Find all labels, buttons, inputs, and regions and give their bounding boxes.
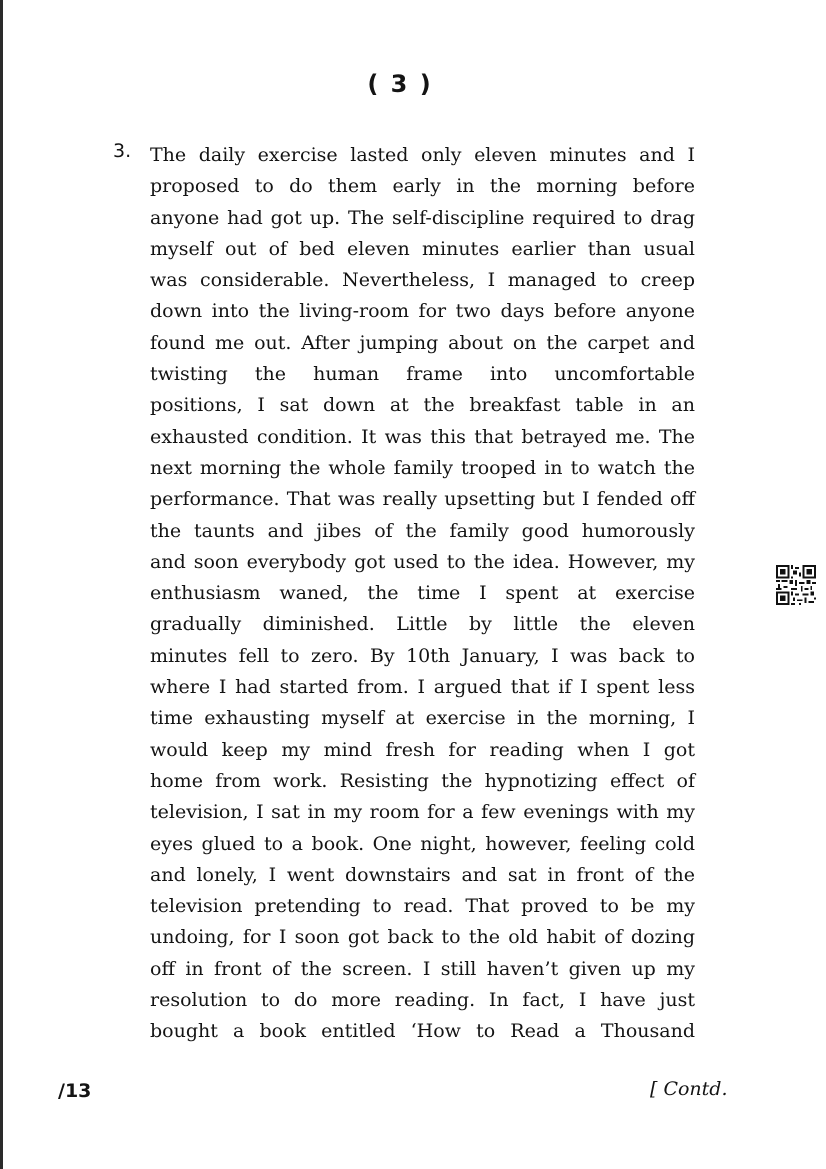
qr-code-icon (776, 565, 816, 605)
passage-line: undoing, for I soon got back to the old habit of dozing (150, 926, 695, 949)
footer-code: /13 (58, 1080, 92, 1102)
passage-line: twisting the human frame into uncomfortable (150, 363, 695, 386)
passage-line: eyes glued to a book. One night, however, feeling cold (150, 832, 695, 855)
passage-line: would keep my mind fresh for reading when I got (150, 738, 695, 761)
passage-line: and lonely, I went downstairs and sat in front of the (150, 863, 695, 886)
passage-line: performance. That was really upsetting but I fended off (150, 488, 695, 511)
passage-line: enthusiasm waned, the time I spent at exercise (150, 582, 695, 605)
passage-line: and soon everybody got used to the idea. However, my (150, 550, 695, 573)
passage-line: down into the living-room for two days before anyone (150, 300, 695, 323)
passage-text (150, 140, 695, 1048)
passage-line: resolution to do more reading. In fact, I have just (150, 989, 695, 1012)
footer-continued: [ Contd. (650, 1078, 728, 1100)
passage-line: time exhausting myself at exercise in the morning, I (150, 707, 695, 730)
passage-line: where I had started from. I argued that if I spent less (150, 676, 695, 699)
passage-line: the taunts and jibes of the family good humorously (150, 519, 695, 542)
passage-line: minutes fell to zero. By 10th January, I was back to (150, 644, 695, 667)
passage-line: television, I sat in my room for a few evenings with my (150, 801, 695, 824)
passage-line: The daily exercise lasted only eleven minutes and I (150, 144, 695, 166)
passage-line: positions, I sat down at the breakfast table in an (150, 394, 695, 417)
passage-line: myself out of bed eleven minutes earlier than usual (150, 237, 695, 260)
passage-line: off in front of the screen. I still haven’t given up my (150, 957, 695, 980)
page-number: ( 3 ) (367, 70, 433, 98)
question-number: 3. (113, 140, 132, 162)
passage-line: anyone had got up. The self-discipline required to drag (150, 206, 695, 229)
passage-line: found me out. After jumping about on the carpet and (150, 331, 695, 354)
passage-line: next morning the whole family trooped in to watch the (150, 456, 695, 479)
passage-line: gradually diminished. Little by little the eleven (150, 613, 695, 636)
passage-line: television pretending to read. That proved to be my (150, 895, 695, 918)
page-edge (0, 0, 3, 1169)
passage-line: home from work. Resisting the hypnotizing effect of (150, 769, 695, 792)
passage-line: exhausted condition. It was this that betrayed me. The (150, 425, 695, 448)
passage-line: bought a book entitled ‘How to Read a Thousand (150, 1020, 695, 1043)
passage-line: proposed to do them early in the morning before (150, 175, 695, 198)
passage-line: was considerable. Nevertheless, I managed to creep (150, 269, 695, 292)
